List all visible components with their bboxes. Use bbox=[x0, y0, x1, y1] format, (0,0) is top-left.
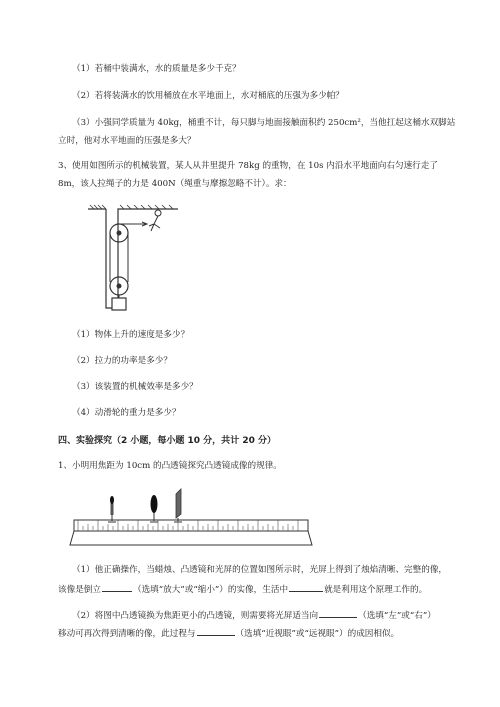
answer-blank-application[interactable] bbox=[289, 583, 323, 592]
pulley-figure bbox=[88, 204, 180, 314]
optical-bench-diagram bbox=[68, 485, 314, 550]
exp1-sub2-text-line2 bbox=[58, 627, 399, 641]
q3-sub4-text: （4）动滑轮的重力是多少？ bbox=[72, 408, 181, 418]
q3-text-line2: 8m，该人拉绳子的力是 400N（绳重与摩擦忽略不计）。求： bbox=[58, 179, 292, 189]
exp1-sub1-text-after-blank2: 就是利用这个原理工作的。 bbox=[324, 585, 428, 595]
optical-bench-figure bbox=[68, 485, 314, 550]
q3-sub3-text: （3）该装置的机械效率是多少？ bbox=[72, 382, 198, 392]
exp1-intro-text: 1、小明用焦距为 10cm 的凸透镜探究凸透镜成像的规律。 bbox=[58, 461, 282, 471]
q2-sub2-text: （2）若将装满水的饮用桶放在水平地面上，水对桶底的压强为多少帕？ bbox=[72, 91, 344, 101]
exp1-sub1-text-before-blank1: 该像是倒立 bbox=[58, 585, 101, 595]
q2-sub1-text: （1）若桶中装满水，水的质量是多少千克？ bbox=[72, 64, 241, 74]
answer-blank-magnify-shrink[interactable] bbox=[102, 583, 132, 592]
exp1-sub2-text-after-blank1: （选填“左”或“右”） bbox=[358, 611, 436, 621]
exp1-sub1-text-line1: （1）他正确操作，当蜡烛、凸透镜和光屏的位置如图所示时，光屏上得到了烛焰清晰、完整的像， bbox=[72, 565, 448, 575]
q3-text-line1: 3、使用如图所示的机械装置，某人从井里提升 78kg 的重物，在 10s 内沿水平地面向右匀速行走了 bbox=[58, 161, 438, 171]
answer-blank-eye-defect[interactable] bbox=[197, 627, 235, 636]
exp1-sub1-text-line2 bbox=[58, 583, 427, 597]
exp1-sub2-text-line1 bbox=[72, 609, 436, 623]
answer-blank-left-right[interactable] bbox=[319, 609, 357, 618]
q3-sub1-text: （1）物体上升的速度是多少？ bbox=[72, 330, 190, 340]
exp1-sub2-text-after-blank2: （选填“近视眼”或“远视眼”）的成因相似。 bbox=[235, 629, 400, 639]
exp1-sub1-text-between-blanks: （选填“放大”或“缩小”）的实像，生活中 bbox=[132, 585, 289, 595]
q3-sub2-text: （2）拉力的功率是多少？ bbox=[72, 356, 172, 366]
q2-sub3-text-line2: 立时，他对水平地面的压强是多大？ bbox=[58, 136, 196, 146]
exp1-sub2-text-before-blank2: 移动可再次得到清晰的像，此过程与 bbox=[58, 629, 196, 639]
q2-sub3-text-line1: （3）小强同学质量为 40kg，桶重不计，每只脚与地面接触面积约 250cm²，当他扛起这桶水双脚站 bbox=[72, 118, 456, 128]
exp1-sub2-text-before-blank1: （2）将图中凸透镜换为焦距更小的凸透镜，则需要将光屏适当向 bbox=[72, 611, 319, 621]
section4-title: 四、实验探究（2 小题，每小题 10 分，共计 20 分） bbox=[58, 436, 276, 446]
pulley-diagram bbox=[88, 204, 180, 314]
